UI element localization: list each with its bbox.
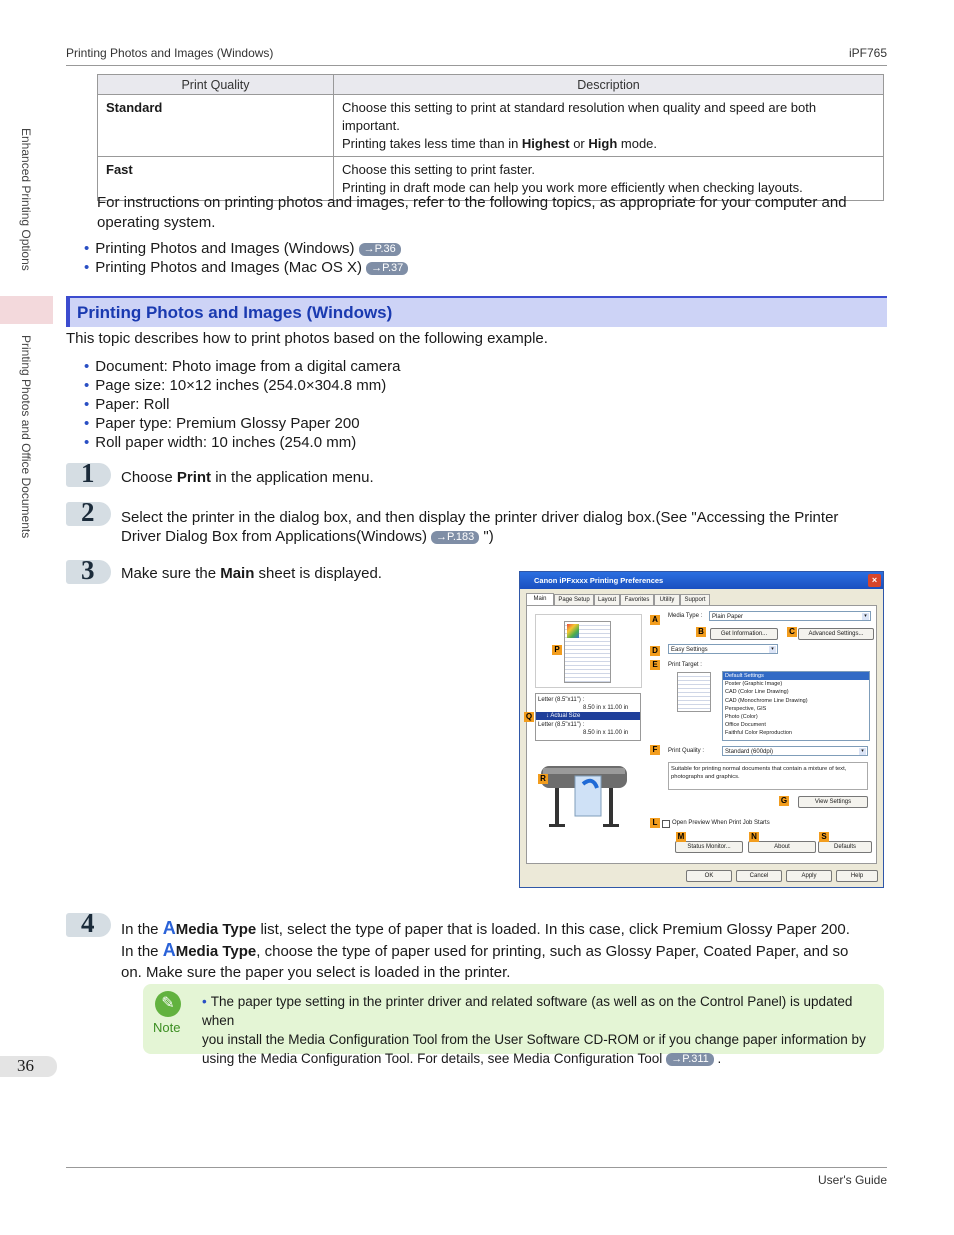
list-item: • Paper type: Premium Glossy Paper 200: [84, 415, 360, 432]
step-4-text: In the AMedia Type list, select the type of paper that is loaded. In this case, click Premium Glossy Paper 200. In the AMedia Type, choose the type of paper used for printing, such as Glossy Paper, Coated Paper, and so on. Make sure the paper you select is loaded in the printer.: [121, 918, 850, 981]
callout-badge-d: D: [650, 646, 660, 656]
printing-preferences-dialog: [519, 571, 884, 888]
pencil-icon: ✎: [155, 991, 181, 1017]
tab-support[interactable]: Support: [680, 594, 710, 606]
easy-settings-select[interactable]: Easy Settings ▾: [668, 644, 778, 654]
list-item: • Paper: Roll: [84, 396, 170, 413]
side-tab-printing[interactable]: Printing Photos and Office Documents: [19, 335, 33, 539]
step-number-3: 3: [66, 560, 111, 584]
callout-badge-q: Q: [525, 712, 533, 721]
step-2-text: Select the printer in the dialog box, and then display the printer driver dialog box.(See "Accessing the Printer Driver Dialog Box from Applications(Windows) →P.183 "): [121, 509, 839, 545]
media-type-glyph-icon: A: [162, 918, 176, 938]
advanced-settings-button[interactable]: Advanced Settings...: [798, 628, 874, 640]
quality-description-box: Suitable for printing normal documents that contain a mixture of text, photographs and graphics.: [668, 762, 868, 790]
callout-badge-e: E: [650, 660, 660, 670]
callout-badge-f: F: [650, 745, 660, 755]
media-type-glyph-icon: A: [162, 940, 176, 960]
footer-rule: [66, 1167, 887, 1168]
link-item[interactable]: • Printing Photos and Images (Windows) →P.36: [84, 239, 401, 258]
callout-badge-n: N: [749, 832, 759, 842]
running-header-model: iPF765: [848, 46, 887, 60]
page-ref-link[interactable]: →P.311: [666, 1053, 714, 1066]
section-lead: This topic describes how to print photos based on the following example.: [66, 330, 548, 347]
quality-key: Fast: [98, 157, 334, 201]
dialog-title-bar: Canon iPFxxxx Printing Preferences ×: [520, 572, 883, 589]
step-number-1: 1: [66, 463, 111, 487]
section-heading: Printing Photos and Images (Windows): [66, 296, 887, 327]
chevron-down-icon: ▾: [859, 748, 866, 755]
callout-badge-a: A: [650, 615, 660, 625]
about-button[interactable]: About: [748, 841, 816, 853]
quality-key: Standard: [98, 95, 334, 157]
quality-description: Choose this setting to print at standard resolution when quality and speed are both important. Printing takes less time than in Highest or High mode.: [334, 95, 884, 157]
print-quality-select[interactable]: Standard (600dpi) ▾: [722, 746, 868, 756]
callout-badge-b: B: [696, 627, 706, 637]
size-info-box: Letter (8.5"x11") : 8.50 in x 11.00 in ↓ Actual Size Letter (8.5"x11") : 8.50 in x 11.00 in: [535, 693, 641, 741]
table-row: [98, 95, 884, 157]
table-header-quality: Print Quality: [98, 75, 334, 95]
step-number-4: 4: [66, 913, 111, 937]
callout-badge-g: G: [780, 796, 788, 805]
target-thumbnail: [677, 672, 711, 712]
callout-badge-p: P: [552, 645, 562, 655]
step-3-text: Make sure the Main sheet is displayed.: [121, 565, 382, 582]
chevron-down-icon: ▾: [769, 646, 776, 653]
page-ref-link[interactable]: →P.183: [431, 531, 479, 544]
running-header-title: Printing Photos and Images (Windows): [66, 46, 274, 60]
photo-thumbnail: [567, 624, 579, 638]
ok-button[interactable]: OK: [686, 870, 732, 882]
get-information-button[interactable]: Get Information...: [710, 628, 778, 640]
page-number: 36: [0, 1056, 57, 1077]
apply-button[interactable]: Apply: [786, 870, 832, 882]
main-sheet: Letter (8.5"x11") : 8.50 in x 11.00 in ↓ Actual Size Letter (8.5"x11") : 8.50 in x 11.00 in Media Type : Plain Paper ▾ Get Information... Advanced Settings... Easy Settings ▾ Print Target : Default Settings Poster (Graphic Image) CAD (Color Line Drawing) CAD (Monochrome Line Drawing) Perspective, GIS Photo (Color) Office Document Faithful Color Reproduction Print Quality : Standard (600dpi) ▾ Suitable for printing normal documents that contain a mixture of text, photographs and graphics. View Settings Open Preview When Print Job Starts Status Monitor... About Defaults: [526, 605, 877, 864]
page-ref-link[interactable]: →P.37: [366, 262, 408, 275]
tab-utility[interactable]: Utility: [654, 594, 680, 606]
close-icon[interactable]: ×: [868, 574, 881, 587]
view-settings-button[interactable]: View Settings: [798, 796, 868, 808]
step-number-2: 2: [66, 502, 111, 526]
tab-main[interactable]: Main: [526, 593, 554, 606]
note-box: [143, 984, 884, 1066]
callout-badge-m: M: [677, 832, 685, 841]
actual-size-row: ↓ Actual Size: [536, 712, 640, 720]
open-preview-checkbox[interactable]: [662, 820, 670, 828]
callout-badge-s: S: [819, 832, 829, 842]
link-item[interactable]: • Printing Photos and Images (Mac OS X) →P.37: [84, 258, 408, 277]
note-text: • The paper type setting in the printer driver and related software (as well as on the Control Panel) is updated when you install the Media Configuration Tool from the User Software CD-ROM or if you change paper information by using the Media Configuration Tool. For details, see Media Configuration Tool →P.311 .: [202, 994, 866, 1066]
tab-layout[interactable]: Layout: [594, 594, 620, 606]
list-item: • Page size: 10×12 inches (254.0×304.8 mm): [84, 377, 387, 394]
print-quality-table: [97, 74, 884, 201]
defaults-button[interactable]: Defaults: [818, 841, 872, 853]
tab-page-setup[interactable]: Page Setup: [554, 594, 594, 606]
help-button[interactable]: Help: [836, 870, 878, 882]
page-ref-link[interactable]: →P.36: [359, 243, 401, 256]
table-header-description: Description: [334, 75, 884, 95]
print-target-list[interactable]: Default Settings Poster (Graphic Image) CAD (Color Line Drawing) CAD (Monochrome Line Drawing) Perspective, GIS Photo (Color) Office Document Faithful Color Reproduction: [722, 671, 870, 741]
side-tab-enhanced[interactable]: Enhanced Printing Options: [19, 128, 33, 271]
list-item: • Document: Photo image from a digital camera: [84, 358, 401, 375]
callout-badge-l: L: [650, 818, 660, 828]
callout-badge-r: R: [538, 774, 548, 784]
tab-favorites[interactable]: Favorites: [620, 594, 654, 606]
list-item: • Roll paper width: 10 inches (254.0 mm): [84, 434, 357, 451]
header-rule: [66, 65, 887, 66]
media-type-select[interactable]: Plain Paper ▾: [709, 611, 871, 621]
step-1-text: Choose Print in the application menu.: [121, 469, 374, 486]
callout-badge-c: C: [787, 627, 797, 637]
footer-title: User's Guide: [818, 1173, 887, 1187]
quality-description: Choose this setting to print faster. Printing in draft mode can help you work more efficiently when checking layouts.: [334, 157, 884, 201]
chevron-down-icon: ▾: [862, 613, 869, 620]
note-label: Note: [153, 1020, 181, 1035]
intro-paragraph: For instructions on printing photos and images, refer to the following topics, as appropriate for your computer and operating system.: [97, 194, 847, 231]
side-tab-highlight: [0, 296, 53, 324]
cancel-button[interactable]: Cancel: [736, 870, 782, 882]
printer-illustration: [535, 746, 639, 834]
status-monitor-button[interactable]: Status Monitor...: [675, 841, 743, 853]
